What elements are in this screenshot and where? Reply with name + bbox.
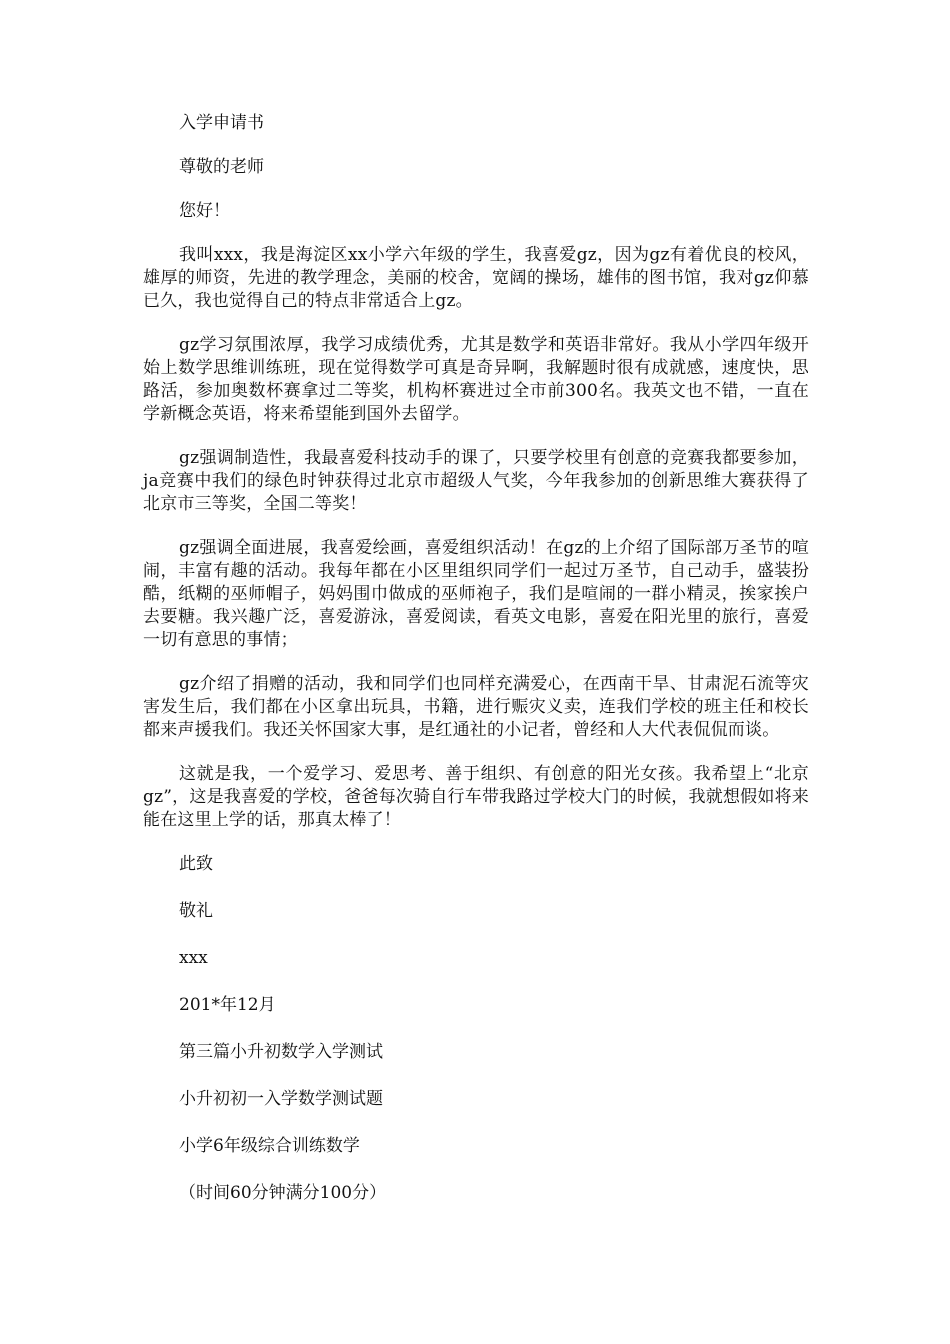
section-title: 第三篇小升初数学入学测试 <box>179 1042 383 1062</box>
letter-salutation: 尊敬的老师 <box>179 157 264 177</box>
letter-closing-2: 敬礼 <box>179 901 213 921</box>
letter-signature: xxx <box>179 948 208 968</box>
document-body <box>143 112 809 1205</box>
letter-paragraph-4: gz强调全面进展，我喜爱绘画，喜爱组织活动！在gz的上介绍了国际部万圣节的喧闹，丰富有趣的活动。我每年都在小区里组织同学们一起过万圣节，自己动手，盛装扮酷，纸糊的巫师帽子，妈妈围巾做成的巫师袍子，我们是喧闹的一群小精灵，挨家挨户去要糖。我兴趣广泛，喜爱游泳，喜爱阅读，看英文电影，喜爱在阳光里的旅行，喜爱一切有意思的事情； <box>143 538 809 650</box>
test-subtitle: 小学6年级综合训练数学 <box>179 1136 360 1156</box>
letter-paragraph-5: gz介绍了捐赠的活动，我和同学们也同样充满爱心，在西南干旱、甘肃泥石流等灾害发生后，我们都在小区拿出玩具，书籍，进行赈灾义卖，连我们学校的班主任和校长都来声援我们。我还关怀国家大事，是红通社的小记者，曾经和人大代表侃侃而谈。 <box>143 674 809 740</box>
letter-date: 201*年12月 <box>179 995 276 1015</box>
letter-paragraph-3: gz强调制造性，我最喜爱科技动手的课了，只要学校里有创意的竞赛我都要参加，ja竞赛中我们的绿色时钟获得过北京市超级人气奖，今年我参加的创新思维大赛获得了北京市三等奖，全国二等奖！ <box>143 448 809 514</box>
letter-greeting: 您好！ <box>179 201 230 221</box>
letter-paragraph-2: gz学习氛围浓厚，我学习成绩优秀，尤其是数学和英语非常好。我从小学四年级开始上数学思维训练班，现在觉得数学可真是奇异啊，我解题时很有成就感，速度快，思路活，参加奥数杯赛拿过二等奖，机构杯赛进过全市前300名。我英文也不错，一直在学新概念英语，将来希望能到国外去留学。 <box>143 335 809 424</box>
letter-paragraph-6: 这就是我，一个爱学习、爱思考、善于组织、有创意的阳光女孩。我希望上“北京gz”，这是我喜爱的学校，爸爸每次骑自行车带我路过学校大门的时候，我就想假如将来能在这里上学的话，那真太棒了！ <box>143 764 809 830</box>
test-info: （时间60分钟满分100分） <box>179 1183 387 1203</box>
letter-closing-1: 此致 <box>179 854 213 874</box>
letter-title: 入学申请书 <box>179 113 264 133</box>
letter-paragraph-1: 我叫xxx，我是海淀区xx小学六年级的学生，我喜爱gz，因为gz有着优良的校风，雄厚的师资，先进的教学理念，美丽的校舍，宽阔的操场，雄伟的图书馆，我对gz仰慕已久，我也觉得自己的特点非常适合上gz。 <box>143 245 809 311</box>
test-title: 小升初初一入学数学测试题 <box>179 1089 383 1109</box>
